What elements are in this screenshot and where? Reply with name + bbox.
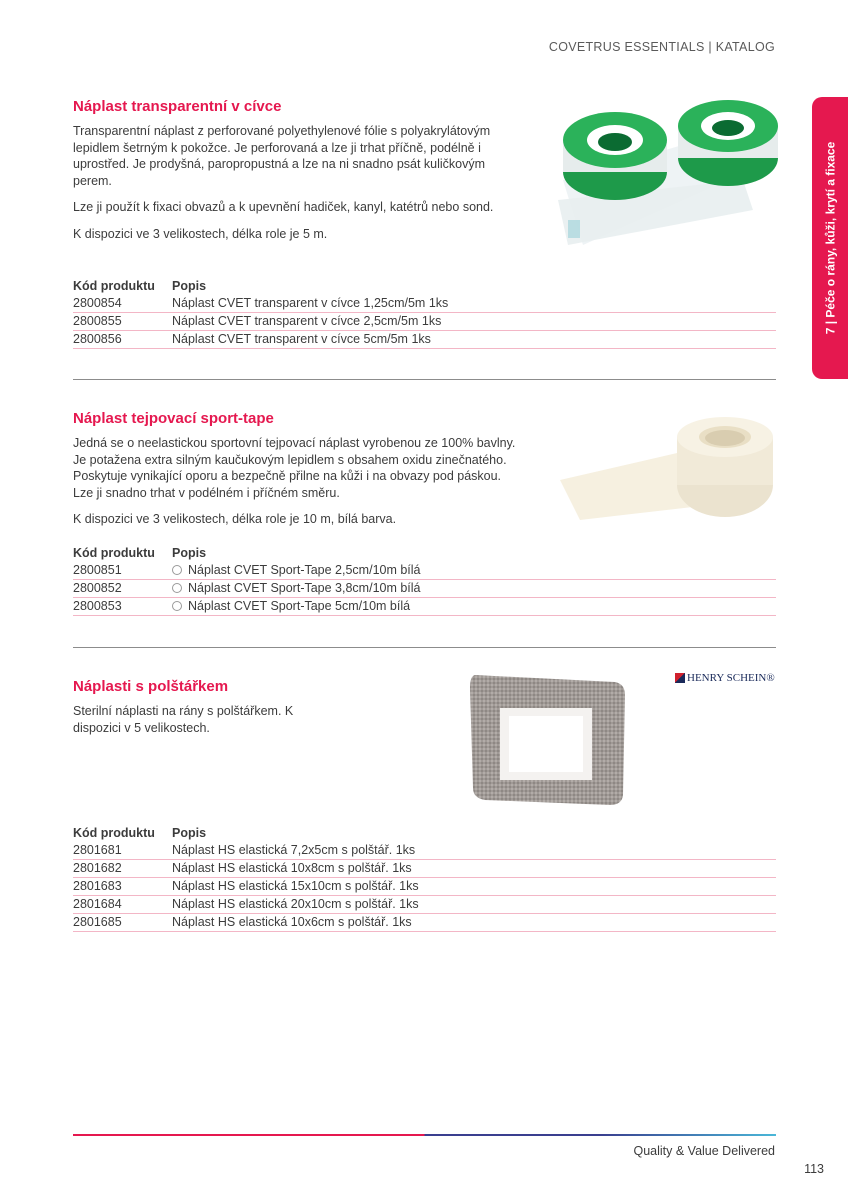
- table-row: [73, 313, 776, 331]
- table-row: [73, 580, 776, 598]
- table-row: [73, 860, 776, 878]
- product-desc-text: Náplast CVET Sport-Tape 5cm/10m bílá: [188, 599, 411, 613]
- product-table: [73, 545, 776, 616]
- product-table: [73, 825, 776, 932]
- product-desc: Náplast HS elastická 20x10cm s polštář. 1ks: [172, 897, 419, 911]
- radio-circle-icon: [172, 583, 182, 593]
- table-row: [73, 842, 776, 860]
- section-divider: [73, 379, 776, 380]
- section-paragraph: K dispozici ve 3 velikostech, délka role je 10 m, bílá barva.: [73, 512, 397, 526]
- table-row: [73, 598, 776, 616]
- col-code-header: Kód produktu: [73, 546, 155, 560]
- padded-plaster-image: [465, 670, 635, 810]
- logo-text: HENRY SCHEIN®: [687, 672, 775, 684]
- footer-tagline: Quality & Value Delivered: [633, 1144, 775, 1158]
- catalog-header: COVETRUS ESSENTIALS | KATALOG: [548, 40, 775, 54]
- table-header: [73, 545, 776, 562]
- table-row: [73, 562, 776, 580]
- section-title: Náplast tejpovací sport-tape: [73, 410, 274, 427]
- radio-circle-icon: [172, 601, 182, 611]
- product-code: 2800854: [73, 296, 122, 310]
- product-desc: Náplast CVET transparent v cívce 2,5cm/5m 1ks: [172, 314, 442, 328]
- product-code: 2801682: [73, 861, 122, 875]
- product-desc: Náplast HS elastická 10x6cm s polštář. 1ks: [172, 915, 412, 929]
- henry-schein-mark-icon: [675, 673, 685, 683]
- product-code: 2800853: [73, 599, 122, 613]
- section-paragraph: K dispozici ve 3 velikostech, délka role je 5 m.: [73, 226, 328, 241]
- henry-schein-logo: [675, 672, 775, 684]
- chapter-side-tab: [812, 97, 848, 379]
- product-desc: Náplast HS elastická 15x10cm s polštář. 1ks: [172, 879, 419, 893]
- section-title: Náplasti s polštářkem: [73, 678, 229, 695]
- sport-tape-image: [560, 405, 780, 525]
- table-row: [73, 914, 776, 932]
- footer-color-line: [73, 1134, 776, 1136]
- product-desc-text: Náplast CVET Sport-Tape 3,8cm/10m bílá: [188, 581, 421, 595]
- product-desc: Náplast HS elastická 10x8cm s polštář. 1ks: [172, 861, 412, 875]
- section-divider: [73, 647, 776, 648]
- product-desc: [172, 562, 776, 579]
- table-header: [73, 278, 776, 295]
- col-code-header: Kód produktu: [73, 279, 155, 293]
- product-desc: [172, 580, 776, 597]
- table-row: [73, 331, 776, 349]
- page-number: 113: [804, 1162, 824, 1176]
- section-paragraph: Jedná se o neelastickou sportovní tejpovací náplast vyrobenou ze 100% bavlny. Je potažena extra silným kaučukovým lepidlem s obsahem oxidu zinečnatého. Poskytuje vynikající oporu a bezpečně přilne na kůži i na obvazy pod páskou. Lze ji snadno trhat v podélném i příčném směru.: [73, 436, 516, 500]
- product-desc: [172, 598, 776, 615]
- col-desc-header: Popis: [172, 279, 207, 293]
- product-code: 2800856: [73, 332, 122, 346]
- transparent-tape-image: [553, 100, 783, 250]
- product-desc: Náplast HS elastická 7,2x5cm s polštář. 1ks: [172, 843, 416, 857]
- section-title: Náplast transparentní v cívce: [73, 98, 282, 115]
- radio-circle-icon: [172, 565, 182, 575]
- product-code: 2801683: [73, 879, 122, 893]
- product-desc: Náplast CVET transparent v cívce 5cm/5m 1ks: [172, 332, 431, 346]
- product-code: 2801685: [73, 915, 122, 929]
- table-row: [73, 878, 776, 896]
- product-code: 2800852: [73, 581, 122, 595]
- product-table: [73, 278, 776, 349]
- product-desc-text: Náplast CVET Sport-Tape 2,5cm/10m bílá: [188, 563, 421, 577]
- col-desc-header: Popis: [172, 546, 207, 560]
- product-code: 2800855: [73, 314, 122, 328]
- chapter-label: 7 | Péče o rány, kůži, krytí a fixace: [823, 141, 838, 335]
- section-paragraph: Sterilní náplasti na rány s polštářkem. K dispozici v 5 velikostech.: [73, 704, 294, 735]
- table-header: [73, 825, 776, 842]
- col-desc-header: Popis: [172, 826, 207, 840]
- table-row: [73, 896, 776, 914]
- product-desc: Náplast CVET transparent v cívce 1,25cm/5m 1ks: [172, 296, 449, 310]
- product-code: 2801681: [73, 843, 122, 857]
- section-paragraph: Lze ji použít k fixaci obvazů a k upevnění hadiček, kanyl, katétrů nebo sond.: [73, 200, 494, 214]
- table-row: [73, 295, 776, 313]
- section-paragraph: Transparentní náplast z perforované polyethylenové fólie s polyakrylátovým lepidlem šetrným k pokožce. Je perforovaná a lze ji trhat příčně, podélně i uprostřed. Je prodyšná, paropropustná a lze na ni snadno psát kuličkovým perem.: [73, 124, 491, 188]
- product-code: 2800851: [73, 563, 122, 577]
- product-code: 2801684: [73, 897, 122, 911]
- col-code-header: Kód produktu: [73, 826, 155, 840]
- section-padded-plasters: [73, 678, 776, 929]
